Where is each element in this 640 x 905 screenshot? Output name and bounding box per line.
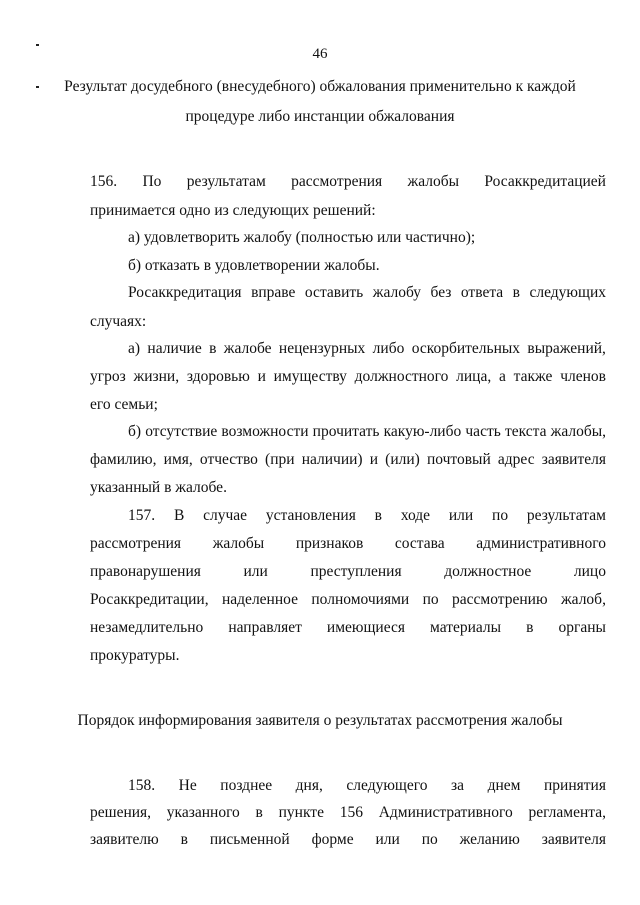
word: 158.	[128, 777, 156, 794]
word: решения,	[90, 804, 152, 821]
word: днем	[487, 777, 521, 794]
word: или	[243, 563, 268, 580]
word: часть	[465, 423, 501, 440]
word: а	[499, 368, 506, 385]
word: результатам	[186, 173, 266, 190]
word: возможности	[221, 423, 309, 440]
text-line: а) удовлетворить жалобу (полностью или частично);	[128, 229, 476, 246]
word: полномочиями	[311, 591, 410, 608]
word: прочитать	[312, 423, 380, 440]
word: угроз	[90, 368, 126, 385]
word: следующих	[529, 284, 606, 301]
word: случае	[203, 507, 248, 524]
word: По	[142, 173, 162, 190]
text-line	[128, 422, 606, 442]
word: заявителя	[541, 831, 606, 848]
word: имя,	[163, 451, 193, 468]
word: выражений,	[527, 340, 606, 357]
word: результатам	[526, 507, 606, 524]
word: органы	[558, 619, 606, 636]
text-line	[128, 506, 606, 526]
word: по	[422, 591, 439, 608]
word: фамилию,	[90, 451, 157, 468]
word: рассмотрения	[90, 535, 182, 552]
text-line: указанный в жалобе.	[90, 479, 227, 496]
word: установления	[265, 507, 356, 524]
word: или	[375, 831, 400, 848]
word: рассмотрению	[452, 591, 548, 608]
word: лица,	[456, 368, 492, 385]
page-number: 46	[312, 46, 328, 62]
word: почтовый	[426, 451, 491, 468]
word: наличии)	[301, 451, 363, 468]
word: б)	[128, 423, 142, 440]
word: административного	[476, 535, 606, 552]
word: Росаккредитация	[128, 284, 242, 301]
word: либо	[372, 340, 405, 357]
word: состава	[394, 535, 445, 552]
word: какую-либо	[383, 423, 462, 440]
word: позднее	[220, 777, 273, 794]
text-line: случаях:	[90, 313, 147, 330]
word: направляет	[228, 619, 302, 636]
text-line	[128, 283, 606, 303]
word: жалобы	[212, 535, 265, 552]
word: принятия	[543, 777, 606, 794]
word: а)	[128, 340, 141, 357]
word: и	[257, 368, 266, 385]
word: по	[492, 507, 509, 524]
word: указанного	[166, 804, 240, 821]
text-line: б) отказать в удовлетворении жалобы.	[128, 257, 380, 274]
word: жалобы,	[550, 423, 606, 440]
text-line	[90, 618, 606, 638]
text-line	[90, 590, 606, 610]
text-line	[90, 172, 606, 192]
word: письменной	[209, 831, 290, 848]
word: в	[180, 831, 188, 848]
word: отчество	[199, 451, 258, 468]
word: в	[526, 619, 534, 636]
word: без	[430, 284, 452, 301]
section-heading-notification: Порядок информирования заявителя о результатах рассмотрения жалобы	[77, 712, 563, 729]
text-line	[90, 534, 606, 554]
word: Не	[178, 777, 197, 794]
text-line: прокуратуры.	[90, 647, 180, 664]
word: также	[513, 368, 553, 385]
word: незамедлительно	[90, 619, 204, 636]
word: В	[173, 507, 185, 524]
word: адрес	[497, 451, 535, 468]
word: желанию	[459, 831, 520, 848]
text-line: принимается одно из следующих решений:	[90, 202, 376, 219]
word: Росаккредитацией	[484, 173, 606, 190]
word: отсутствие	[145, 423, 218, 440]
word: имеющиеся	[326, 619, 405, 636]
word: правонарушения	[90, 563, 201, 580]
word: жалобы	[407, 173, 460, 190]
word: жалобе	[223, 340, 272, 357]
text-line	[90, 830, 606, 850]
word: членов	[560, 368, 606, 385]
text-line	[90, 803, 606, 823]
word: пункте	[278, 804, 324, 821]
word: заявителя	[541, 451, 606, 468]
word: (при	[265, 451, 295, 468]
word: Административного	[378, 804, 513, 821]
text-line	[90, 562, 606, 582]
section-heading-appeal-result: Результат досудебного (внесудебного) обжалования применительно к каждой процедуре либо инстанции обжалования	[64, 78, 576, 125]
word: признаков	[295, 535, 364, 552]
word: оставить	[304, 284, 364, 301]
word: по	[421, 831, 438, 848]
word: следующего	[346, 777, 428, 794]
word: в	[209, 340, 217, 357]
word: в	[374, 507, 382, 524]
word: в	[255, 804, 263, 821]
word: жалоб,	[560, 591, 606, 608]
word: и	[369, 451, 379, 468]
word: должностное	[444, 563, 532, 580]
text-line	[90, 450, 606, 470]
word: ходе	[400, 507, 431, 524]
scan-mark	[36, 86, 39, 88]
word: форме	[311, 831, 354, 848]
word: наделенное	[222, 591, 298, 608]
word: лицо	[573, 563, 606, 580]
word: 156.	[90, 173, 118, 190]
word: текста	[504, 423, 547, 440]
word: нецензурных	[278, 340, 366, 357]
word: за	[451, 777, 465, 794]
word: жалобу	[372, 284, 422, 301]
word: 156	[339, 804, 363, 821]
word: здоровью	[186, 368, 250, 385]
word: ответа	[460, 284, 504, 301]
word: наличие	[147, 340, 202, 357]
word: или	[448, 507, 474, 524]
word: регламента,	[528, 804, 606, 821]
text-line	[90, 367, 606, 387]
word: имуществу	[273, 368, 347, 385]
word: должностного	[354, 368, 449, 385]
word: преступления	[310, 563, 402, 580]
word: жизни,	[133, 368, 180, 385]
word: материалы	[430, 619, 502, 636]
word: дня,	[295, 777, 323, 794]
word: заявителю	[90, 831, 159, 848]
word: 157.	[128, 507, 156, 524]
word: Росаккредитации,	[90, 591, 209, 608]
text-line	[128, 776, 606, 796]
word: в	[512, 284, 520, 301]
text-line: его семьи;	[90, 396, 158, 413]
word: вправе	[251, 284, 296, 301]
text-line	[128, 339, 606, 359]
word: (или)	[385, 451, 420, 468]
word: оскорбительных	[411, 340, 521, 357]
word: рассмотрения	[291, 173, 383, 190]
